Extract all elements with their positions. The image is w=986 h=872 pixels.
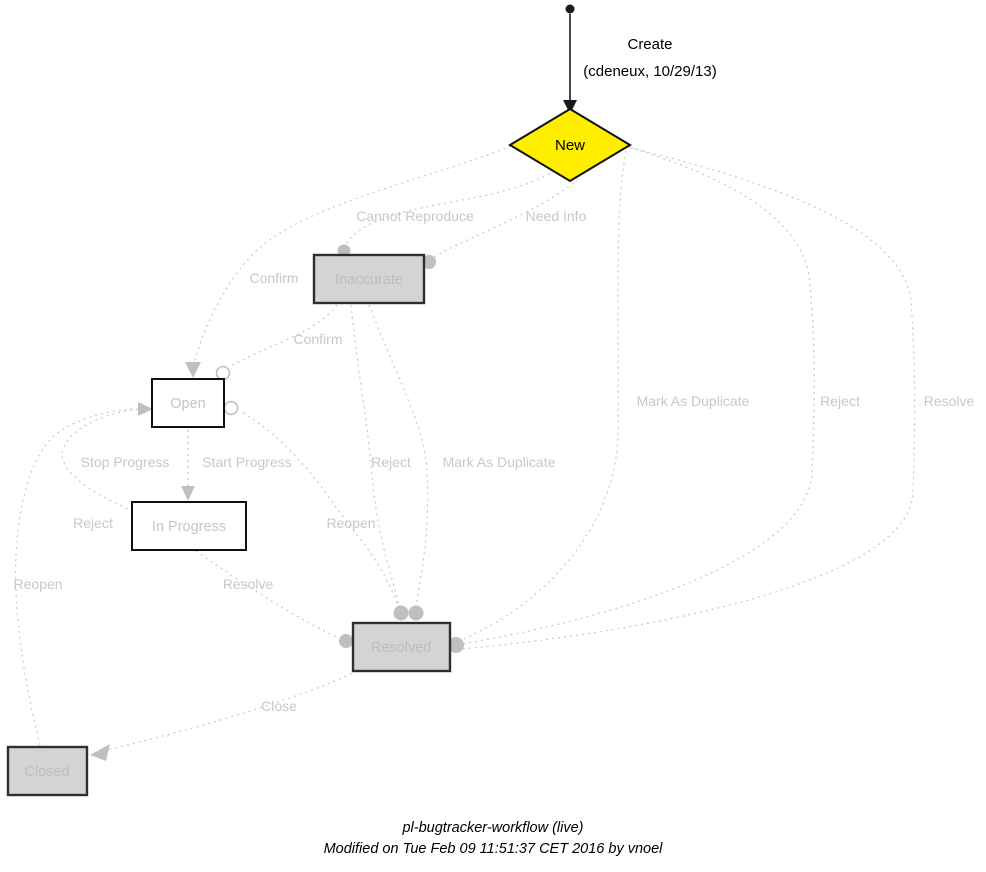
resolved-label: Resolved [370,640,432,656]
new-label: New [554,137,586,154]
create-label: Create [627,36,673,53]
inprogress-top-arrowhead-icon [181,486,195,501]
start-node[interactable] [566,5,575,14]
state-node-closed[interactable] [8,747,87,795]
resolved-left-anchor-dot [339,634,353,648]
label-reject-left: Reject [73,515,113,531]
resolved-top-anchor-dot-2 [409,606,424,621]
open-label: Open [170,396,206,412]
inaccurate-label: Inaccurate [335,272,403,288]
state-node-inaccurate[interactable] [314,255,424,303]
closed-label: Closed [24,764,70,780]
workflow-modified-info: Modified on Tue Feb 09 11:51:37 CET 2016 by vnoel [323,841,663,857]
state-node-open[interactable] [152,379,224,427]
label-resolve-right: Resolve [923,393,975,409]
resolved-top-anchor-dot-1 [394,606,409,621]
label-cannot-reproduce: Cannot Reproduce [356,208,474,224]
open-top-arrowhead-icon [185,362,201,378]
label-resolve-mid: Resolve [222,576,274,592]
state-node-in-progress[interactable] [132,502,246,550]
footer [324,820,664,857]
label-start-progress: Start Progress [202,454,292,470]
open-right-anchor-circle [225,402,238,415]
create-author-label: (cdeneux, 10/29/13) [583,63,717,80]
label-reject-right: Reject [820,393,860,409]
label-reject-mid: Reject [371,454,411,470]
transition-edges [16,146,915,750]
open-topright-anchor-circle [217,367,230,380]
edge-mark-as-duplicate-right [461,151,626,640]
label-confirm-upper: Confirm [249,270,299,286]
label-mark-as-duplicate-right: Mark As Duplicate [636,393,750,409]
label-need-info: Need Info [525,208,587,224]
label-reopen-mid: Reopen [326,515,376,531]
open-left-arrowhead-icon [138,402,153,416]
state-node-resolved[interactable] [353,623,450,671]
state-node-new[interactable] [510,109,630,181]
label-stop-progress: Stop Progress [80,454,170,470]
in-progress-label: In Progress [151,519,227,535]
label-mark-as-duplicate-mid: Mark As Duplicate [442,454,556,470]
closed-right-arrowhead-icon [90,744,110,761]
label-confirm-lower: Confirm [293,331,343,347]
label-reopen-left: Reopen [13,576,63,592]
label-close: Close [261,698,297,714]
edge-resolve-mid [196,551,339,638]
edge-close [106,671,357,750]
workflow-title: pl-bugtracker-workflow (live) [402,820,584,836]
